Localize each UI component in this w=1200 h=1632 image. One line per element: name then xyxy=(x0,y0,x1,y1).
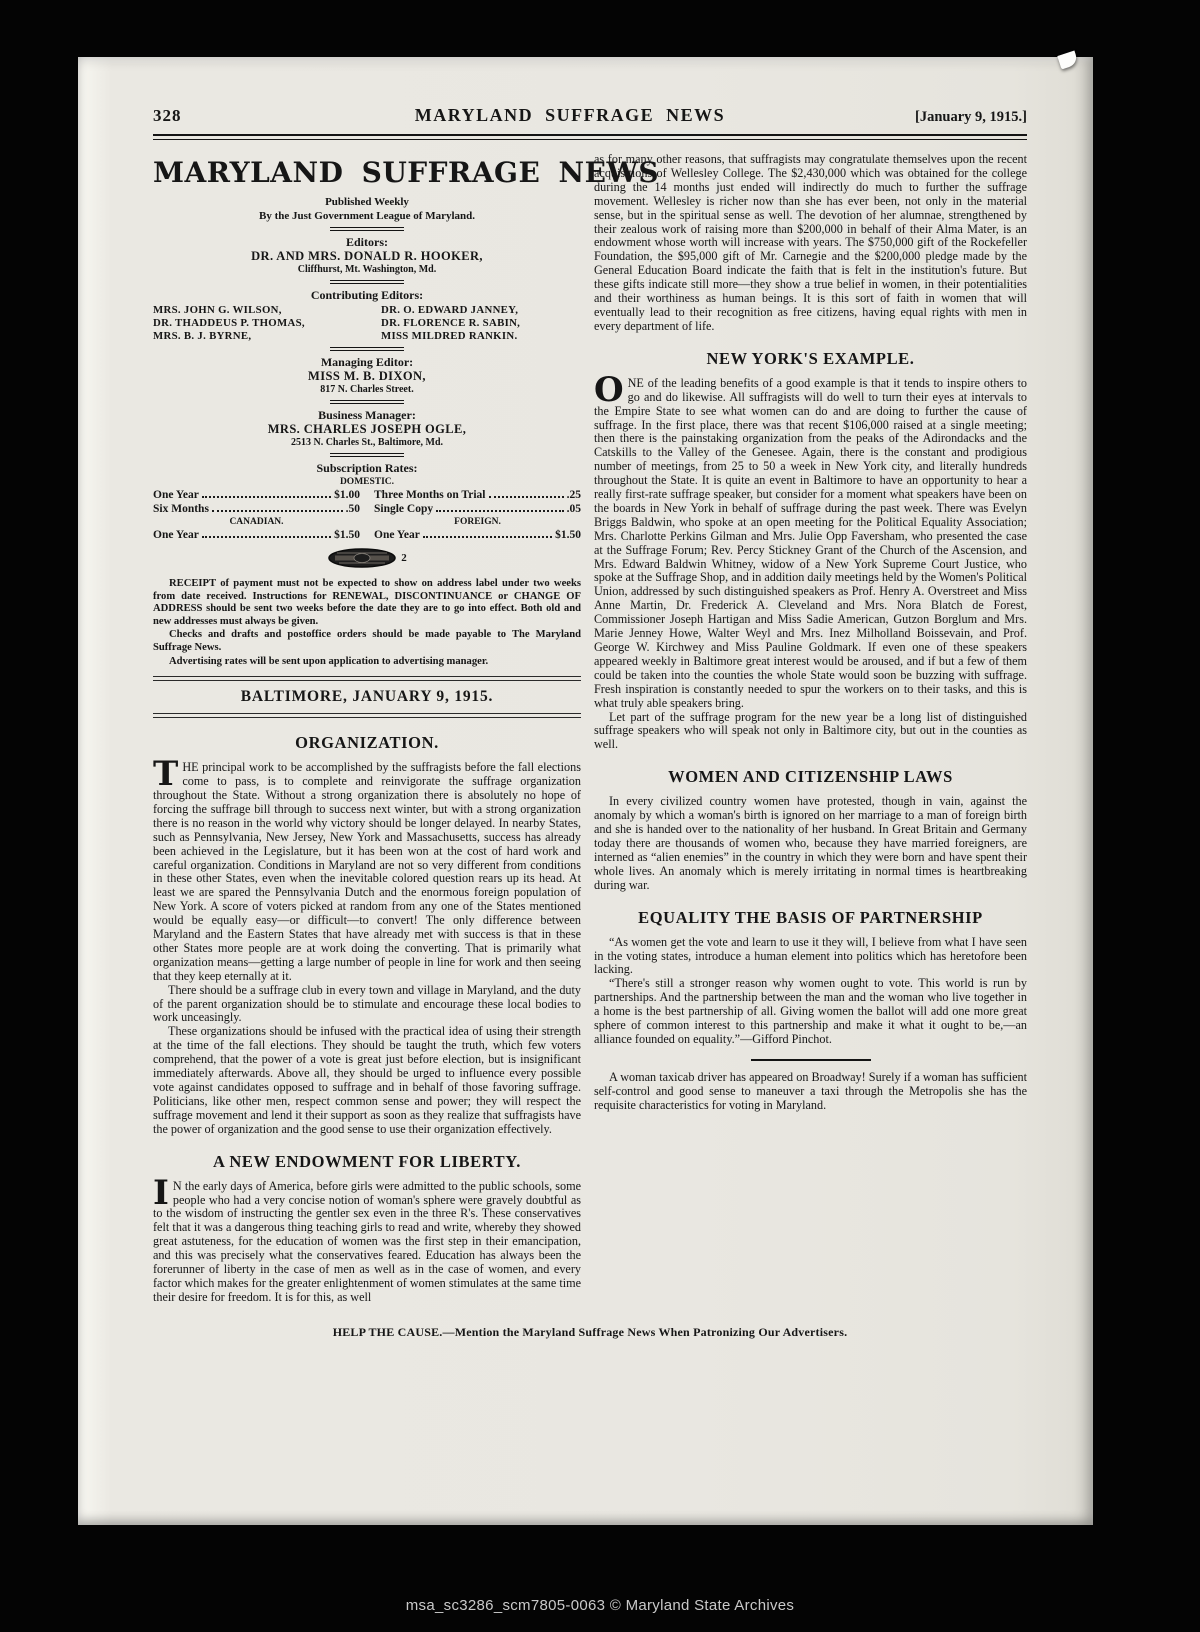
subscription-rates-label: Subscription Rates: xyxy=(316,461,418,475)
rate-value: $1.50 xyxy=(555,529,581,541)
business-manager-label: Business Manager: xyxy=(318,408,416,422)
page-number: 328 xyxy=(153,106,182,125)
article-heading-new-york: NEW YORK'S EXAMPLE. xyxy=(706,348,915,368)
masthead-divider xyxy=(330,400,404,404)
article-paragraph: There should be a suffrage club in every town and village in Maryland, and the duty of the parent organization should be to stimulate and encourage these local bodies to work unceasingly. xyxy=(153,982,581,1025)
rate-value: .50 xyxy=(345,503,360,515)
rate-label: Three Months on Trial xyxy=(374,489,486,501)
closing-note-paragraph: A woman taxicab driver has appeared on Broadway! Surely if a woman has sufficient self-control and good sense to maneuver a taxi through the Metropolis she has the requisite characteristics for voting in Maryland. xyxy=(594,1069,1027,1112)
managing-editor-label: Managing Editor: xyxy=(320,355,414,369)
article-paragraph: “There's still a stronger reason why women ought to vote. This world is run by partnerships. And the partnership between the man and the woman who live together in a home is the best partnership of all. Giving women the ballot will add one more great sphere of common interest to this partnership and make it what it ought to be,—an alliance founded on equality.”—Gifford Pinchot. xyxy=(594,976,1027,1046)
rate-row xyxy=(153,502,581,516)
contributing-editors-label: Contributing Editors: xyxy=(310,288,424,302)
article-paragraph: Let part of the suffrage program for the new year be a long list of distinguished suffrage speakers who will speak not only in Baltimore city, but out in the counties as well. xyxy=(594,709,1027,752)
receipt-notice: RECEIPT of payment must not be expected to show on address label under two weeks from date received. Instructions for RENEWAL, DISCONTINUANCE or CHANGE OF ADDRESS should be sent two weeks before the date they are to go into effect. Both old and new addresses must always be given. xyxy=(153,578,581,627)
page-curl xyxy=(1057,51,1078,70)
checks-notice: Checks and drafts and postoffice orders should be made payable to The Maryland Suffrage News. xyxy=(153,629,581,653)
rate-cell xyxy=(374,488,581,502)
union-label-number: 2 xyxy=(401,552,407,564)
contributing-editor: MISS MILDRED RANKIN. xyxy=(381,330,518,342)
issue-date: [January 9, 1915.] xyxy=(915,109,1027,125)
rate-row xyxy=(153,488,581,502)
foreign-label: FOREIGN. xyxy=(454,517,501,527)
dot-leader xyxy=(212,510,343,512)
rate-label: One Year xyxy=(153,529,199,541)
contributing-editor: MRS. B. J. BYRNE, xyxy=(153,330,252,342)
drop-cap: I xyxy=(153,1172,169,1213)
article-paragraph: In every civilized country women have protested, though in vain, against the anomaly by which a woman's birth is ignored on her marriage to a man of foreign birth and she is handed over to the nationality of her husband. In Great Britain and Germany today there are thousands of women who, because they have married foreigners, are interned as “alien enemies” in the country in which they were born and have spent their whole lives. An anomaly which is merely irritating in normal times is heartbreaking during war. xyxy=(594,794,1027,892)
dot-leader xyxy=(489,496,564,498)
contributing-editor: DR. FLORENCE R. SABIN, xyxy=(381,317,521,329)
union-label-icon xyxy=(327,548,397,568)
lead-text: HE principal work to be accomplished by the suffragists before the fall elections come to pass, is to complete and reinvigorate the suffrage organization throughout the State. Without a strong organization there is absolutely no hope of forcing the suffrage bill through to success next winter, but with a strong organization there is no reason in the world why victory should be longer delayed. In nearby States, such as Pennsylvania, New Jersey, New York and Massachusetts, success has already been achieved in the Legislature, but it has been won at the cost of hard work and careful organization. Conditions in Maryland are not so very different from conditions in these other States, even when the inevitable colored question rears up its head. At least we are spared the Pennsylvania Dutch and the enormous foreign population of New York. A score of voters picked at random from any one of the States mentioned would be equally easy—or difficult—to convert! The only difference between Maryland and the Eastern States that have already met with success is that in these other States more people are at work doing the converting. That is primarily what organization means—getting a large number of people in line for work and then seeing that they keep eternally at it. xyxy=(153,760,581,983)
rate-cell xyxy=(153,528,360,542)
rate-row xyxy=(153,528,581,542)
archive-footer: msa_sc3286_scm7805-0063 © Maryland State Archives xyxy=(405,1597,795,1614)
advertising-notice: Advertising rates will be sent upon application to advertising manager. xyxy=(169,655,489,667)
dateline: BALTIMORE, JANUARY 9, 1915. xyxy=(240,688,494,706)
dot-leader xyxy=(202,536,331,538)
left-column xyxy=(153,150,660,1305)
running-head-title: MARYLAND SUFFRAGE NEWS xyxy=(414,105,726,125)
article-heading-endowment: A NEW ENDOWMENT FOR LIBERTY. xyxy=(213,1151,521,1171)
masthead-divider xyxy=(330,453,404,457)
help-the-cause-line: HELP THE CAUSE.—Mention the Maryland Suffrage News When Patronizing Our Advertisers. xyxy=(332,1324,848,1339)
right-column xyxy=(594,150,1027,1113)
lead-text: NE of the leading benefits of a good example is that it tends to inspire others to go and do likewise. All suffragists will do well to turn their eyes at intervals to the Empire State to see what women can do and are doing to further the cause of suffrage. In the first place, there was that recent $106,000 raised at a single meeting; then there is the painstaking organization from the peaks of the Adirondacks and the Catskills to the Valley of the Genesee. Again, there is the constant and prodigious number of meetings, from 25 to 50 a week in New York city, and literally hundreds throughout the State. It is quite an event in Baltimore to have an opportunity to hear a really first-rate suffrage speaker, but consider for a moment what speakers have been on the boards in New York in behalf of suffrage during the past week. There was Evelyn Briggs Baldwin, who spoke at an open meeting for the Political Equality Association; Mrs. Charlotte Perkins Gilman and Mrs. Julie Opp Faversham, who presented the case at the Suffrage Forum; Rev. Percy Stickney Grant of the Church of the Ascension, and Mrs. Edward Baldwin Whitney, widow of a New York Supreme Court Justice, who spoke at the Suffrage Shop, and in addition daily meetings held by the Women's Political Union, addressed by such distinguished speakers as Prof. Henry A. Overstreet and Miss Anne Martin, Dr. Frederick A. Cleveland and Mrs. Nora Blatch de Forest, Commissioner Joseph Hartigan and Miss Sadie American, Gutzon Borglum and Mrs. Marie Jenney Howe, Walter Weyl and Mrs. Inez Milholland Boissevain, and Prof. George W. Kirchwey and Miss Pauline Goldmark. If even one of these speakers appeared weekly in Baltimore great interest would be aroused, and if but a few of them could be taken into the counties the whole State would soon be buzzing with suffrage. Fresh inspiration is constantly needed to spur the workers on to their tasks, and this is what truly able speakers bring. xyxy=(594,375,1028,710)
page-content xyxy=(153,105,1027,1340)
dateline-rule-bottom xyxy=(153,713,581,718)
business-manager-name: MRS. CHARLES JOSEPH OGLE, xyxy=(267,422,467,436)
contributing-editor: MRS. JOHN G. WILSON, xyxy=(153,304,282,316)
rate-label: Single Copy xyxy=(374,503,434,515)
contributing-editors-list xyxy=(153,304,581,343)
rate-cell xyxy=(374,528,581,542)
rate-cell xyxy=(153,488,360,502)
drop-cap: T xyxy=(153,754,179,795)
article-heading-equality: EQUALITY THE BASIS OF PARTNERSHIP xyxy=(638,907,983,927)
dateline-rule-top xyxy=(153,676,581,681)
published-weekly: Published Weekly xyxy=(325,196,409,208)
rate-value: .25 xyxy=(566,489,581,501)
business-manager-address: 2513 N. Charles St., Baltimore, Md. xyxy=(290,437,444,448)
rate-cell xyxy=(153,502,360,516)
masthead-divider xyxy=(330,347,404,351)
rate-region-row xyxy=(153,516,581,528)
drop-cap: O xyxy=(594,369,624,410)
publisher-line: By the Just Government League of Maryland. xyxy=(258,209,475,222)
union-label xyxy=(153,548,581,568)
managing-editor-address: 817 N. Charles Street. xyxy=(320,384,414,395)
rate-value: $1.50 xyxy=(334,529,360,541)
rate-cell xyxy=(374,502,581,516)
running-head xyxy=(153,105,1027,126)
article-lead-paragraph xyxy=(153,754,581,984)
article-heading-organization: ORGANIZATION. xyxy=(295,733,439,753)
article-paragraph: These organizations should be infused with the practical idea of using their strength at the time of the fall elections. They should be taught the truth, which few voters comprehend, that the power of a vote is great just before election, but is insignificant immediately afterwards. Above all, they should be urged to influence every possible vote against candidates opposed to suffrage and in behalf of those favoring suffrage. Politicians, like other men, respect common sense and power; they will respect the suffrage movement and lend it their support as soon as they realize that suffragists have the power of organization and the good sense to use their organization effectively. xyxy=(153,1024,581,1136)
columns xyxy=(153,150,1027,1305)
rate-label: One Year xyxy=(153,489,199,501)
header-rule xyxy=(153,134,1027,140)
article-heading-citizenship: WOMEN AND CITIZENSHIP LAWS xyxy=(668,767,953,787)
rate-label: One Year xyxy=(374,529,420,541)
subscription-rates-table xyxy=(153,477,581,542)
rate-value: .05 xyxy=(566,503,581,515)
editors-address: Cliffhurst, Mt. Washington, Md. xyxy=(297,264,437,275)
contributing-editor: DR. O. EDWARD JANNEY, xyxy=(381,304,519,316)
lead-text: N the early days of America, before girls were admitted to the public schools, some people who had a very concise notion of woman's sphere were gravely doubtful as to the wisdom of instructing the gentler sex even in the three R's. These conservatives felt that it was a dangerous thing teaching girls to read and write, whereby they showed great astuteness, for the education of women was the first step in their emancipation, and this was precisely what the conservatives feared. Education has always been the forerunner of liberty in the case of men as well as in the case of women, and every factor which makes for the greater enlightenment of women stimulates at the same time their desire for freedom. It is for this, as well xyxy=(153,1178,581,1304)
masthead-title: MARYLAND SUFFRAGE NEWS xyxy=(153,156,660,189)
contributing-left xyxy=(153,304,353,343)
rate-value: $1.00 xyxy=(334,489,360,501)
contributing-editor: DR. THADDEUS P. THOMAS, xyxy=(153,317,305,329)
masthead-divider xyxy=(330,227,404,231)
section-divider-rule xyxy=(751,1059,871,1061)
canadian-label: CANADIAN. xyxy=(229,517,284,527)
article-paragraph: “As women get the vote and learn to use it they will, I believe from what I have seen in the voting states, introduce a human element into politics which has heretofore been lacking. xyxy=(594,934,1027,977)
dot-leader xyxy=(436,510,564,512)
dot-leader xyxy=(202,496,331,498)
editors-label: Editors: xyxy=(346,235,388,249)
domestic-label: DOMESTIC. xyxy=(339,477,395,487)
newspaper-page xyxy=(78,57,1093,1525)
article-lead-paragraph xyxy=(594,369,1028,711)
contributing-right xyxy=(353,304,581,343)
rate-label: Six Months xyxy=(153,503,209,515)
masthead-divider xyxy=(330,280,404,284)
continuation-paragraph: as for many other reasons, that suffragists may congratulate themselves upon the recent acquisitions of Wellesley College. The $2,430,000 which was obtained for the college during the 14 months just ended will indirectly do much to further the suffrage movement. Wellesley is richer now than she has ever been, not only in the material sense, but in the spiritual sense as well. The devotion of her alumnae, strengthened by their zealous work of raising more than $200,000 in behalf of their Alma Mater, is an endowment whose worth will increase with years. The $750,000 gift of the Rockefeller Foundation, the $95,000 gift of Mr. Carnegie and the $200,000 pledge made by the General Education Board indicate the faith that is felt in the institution's future. But these gifts indicate still more—they show a true belief in women, in their potentialities and their worthiness as human beings. It is this sort of faith in women that will eventually lead to their recognition as free citizens, having equal rights with men in every department of life. xyxy=(594,152,1027,333)
article-lead-paragraph xyxy=(153,1172,581,1305)
editors-name: DR. AND MRS. DONALD R. HOOKER, xyxy=(251,249,483,263)
dot-leader xyxy=(423,536,552,538)
managing-editor-name: MISS M. B. DIXON, xyxy=(308,369,426,383)
